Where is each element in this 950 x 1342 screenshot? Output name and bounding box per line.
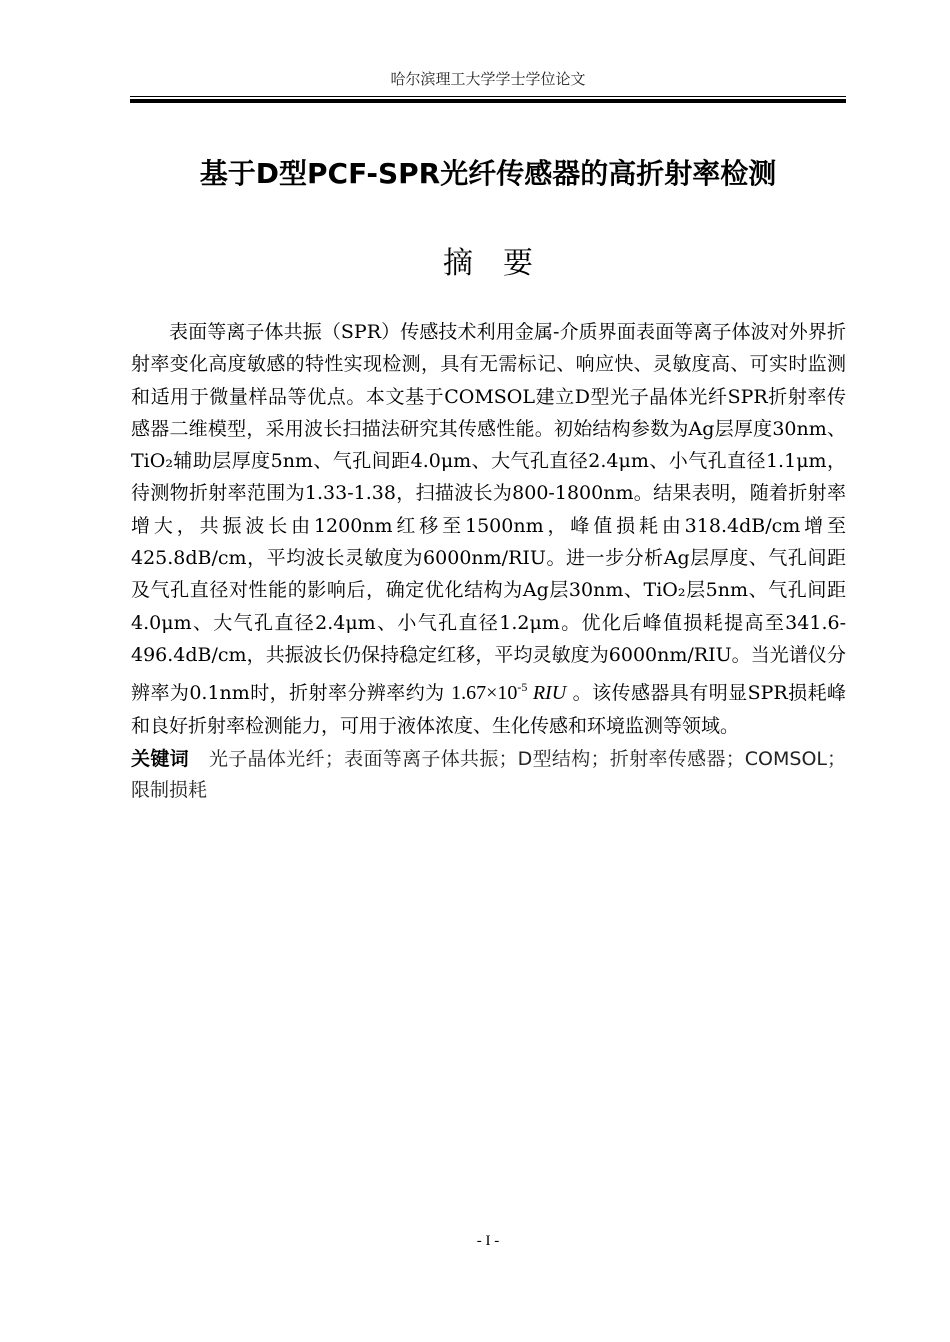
thesis-title: 基于D型PCF-SPR光纤传感器的高折射率检测 [199,157,777,190]
header-rule-thick [130,99,846,103]
formula-mantissa: 1.67×10 [451,682,518,705]
formula-exponent: -5 [517,680,528,695]
abstract-text-part1: 表面等离子体共振（SPR）传感技术利用金属-介质界面表面等离子体波对外界折射率变化高度敏感的特性实现检测，具有无需标记、响应快、灵敏度高、可实时监测和适用于微量样品等优点。本文基于COMSOL建立D型光子晶体光纤SPR折射率传感器二维模型，采用波长扫描法研究其传感性能。初始结构参数为Ag层厚度30nm、TiO₂辅助层厚度5nm、气孔间距4.0μm、大气孔直径2.4μm、小气孔直径1.1μm，待测物折射率范围为1.33-1.38，扫描波长为800-1800nm。结果表明，随着折射率增大，共振波长由1200nm红移至1500nm，峰值损耗由318.4dB/cm增至425.8dB/cm，平均波长灵敏度为6000nm/RIU。进一步分析Ag层厚度、气孔间距及气孔直径对性能的影响后，确定优化结构为Ag层30nm、TiO₂层5nm、气孔间距4.0μm、大气孔直径2.4μm、小气孔直径1.2μm。优化后峰值损耗提高至341.6-496.4dB/cm，共振波长仍保持稳定红移，平均灵敏度为6000nm/RIU。当光谱仪分辨率为0.1nm时，折射率分辨率约为 [131,321,846,705]
abstract-heading: 摘要 [443,246,563,281]
resolution-formula [451,682,566,704]
abstract-body [131,316,846,742]
keywords-label: 关键词 [131,748,189,770]
formula-unit: RIU [532,682,567,705]
page-number: - I - [476,1233,500,1249]
abstract-text-part2: 。该传感器具有明显SPR损耗峰和良好折射率检测能力，可用于液体浓度、生化传感和环境监测等领域。 [131,682,847,737]
running-header: 哈尔滨理工大学学士学位论文 [390,70,586,88]
keywords-text: 光子晶体光纤；表面等离子体共振；D型结构；折射率传感器；COMSOL；限制损耗 [131,748,846,801]
keywords-section [131,744,846,806]
header-rule-thin [130,96,846,97]
